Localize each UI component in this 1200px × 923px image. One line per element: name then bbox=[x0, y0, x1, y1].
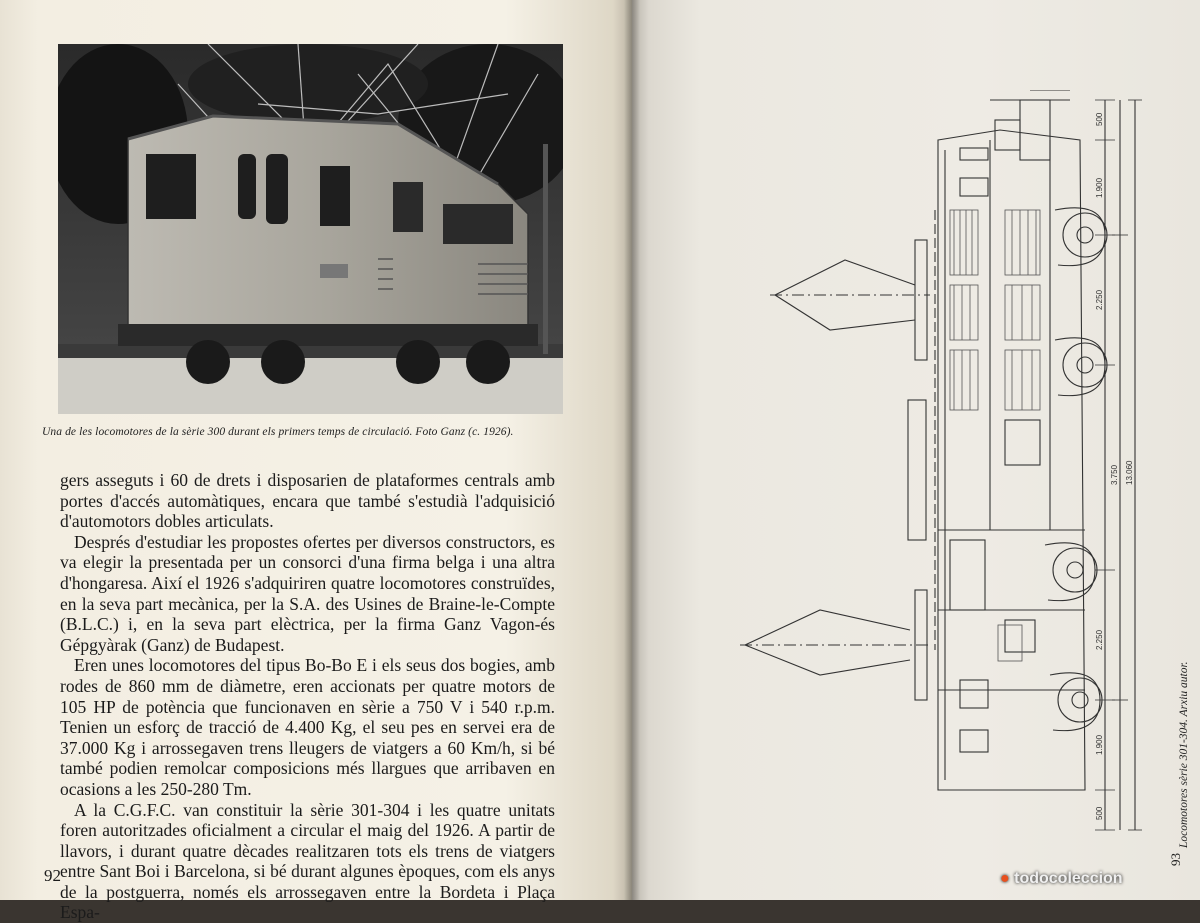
watermark bbox=[1000, 870, 1123, 888]
locomotive-photo bbox=[58, 44, 563, 414]
dimension-label: 500 bbox=[1095, 806, 1104, 820]
dimension-label: 3.750 bbox=[1110, 464, 1119, 485]
watermark-text: todocoleccion bbox=[1014, 870, 1122, 887]
dimension-label: 1.900 bbox=[1095, 177, 1104, 198]
dimension-label: 500 bbox=[1095, 112, 1104, 126]
paragraph: gers asseguts i 60 de drets i disposarien de plataformes centrals amb portes d'accés automàtiques, encara que també s'estudià l'adquisició d'automotors dobles articulats. bbox=[60, 470, 555, 532]
paragraph: Eren unes locomotores del tipus Bo-Bo E i els seus dos bogies, amb rodes de 860 mm de diàmetre, eren accionats per quatre motors de 105 HP de potència que funcionaven en sèrie a 750 V i 540 r.p.m. Tenien un esforç de tracció de 4.400 Kg, el seu pes en servei era de 37.000 Kg i arrossegaven trens lleugers de viatgers a 60 Km/h, si bé també podien remolcar composicions més llargues que arribaven en ocasions a les 250-280 Tm. bbox=[60, 655, 555, 799]
drawing-caption: Locomotores sèrie 301-304. Arxiu autor. bbox=[1178, 661, 1190, 848]
dimension-label: 2.250 bbox=[1095, 289, 1104, 310]
paragraph: A la C.G.F.C. van constituir la sèrie 301-304 i les quatre unitats foren autoritzades oficialment a circular el maig del 1926. A partir de llavors, i durant quatre dècades realitzaren tots els trens de viatgers entre Sant Boi i Barcelona, si bé durant algunes èpoques, com els anys de la postguerra, només els arrossegaven entre la Bordeta i Plaça Espa- bbox=[60, 800, 555, 923]
photo-caption: Una de les locomotores de la sèrie 300 durant els primers temps de circulació. Foto Ganz (c. 1926). bbox=[42, 426, 572, 438]
watermark-logo-icon: ● bbox=[1000, 870, 1010, 887]
body-text bbox=[60, 470, 555, 923]
dimension-label: 2.250 bbox=[1095, 629, 1104, 650]
dimension-label: 1.900 bbox=[1095, 734, 1104, 755]
page-number-right: 93 bbox=[1168, 853, 1184, 866]
page-number-left: 92 bbox=[44, 866, 61, 886]
locomotive-technical-drawing bbox=[740, 90, 1160, 850]
book-gutter bbox=[624, 0, 640, 900]
dimension-label: 13.060 bbox=[1125, 460, 1134, 485]
paragraph: Després d'estudiar les propostes ofertes per diversos constructors, es va elegir la presentada per un consorci d'una firma belga i una altra d'hongaresa. Així el 1926 s'adquiriren quatre locomotores construïdes, en la seva part mecànica, per la S.A. des Usines de Braine-le-Compte (B.L.C.) i, en la seva part elèctrica, per la firma Ganz Vagon-és Gépgyàrak (Ganz) de Budapest. bbox=[60, 532, 555, 656]
